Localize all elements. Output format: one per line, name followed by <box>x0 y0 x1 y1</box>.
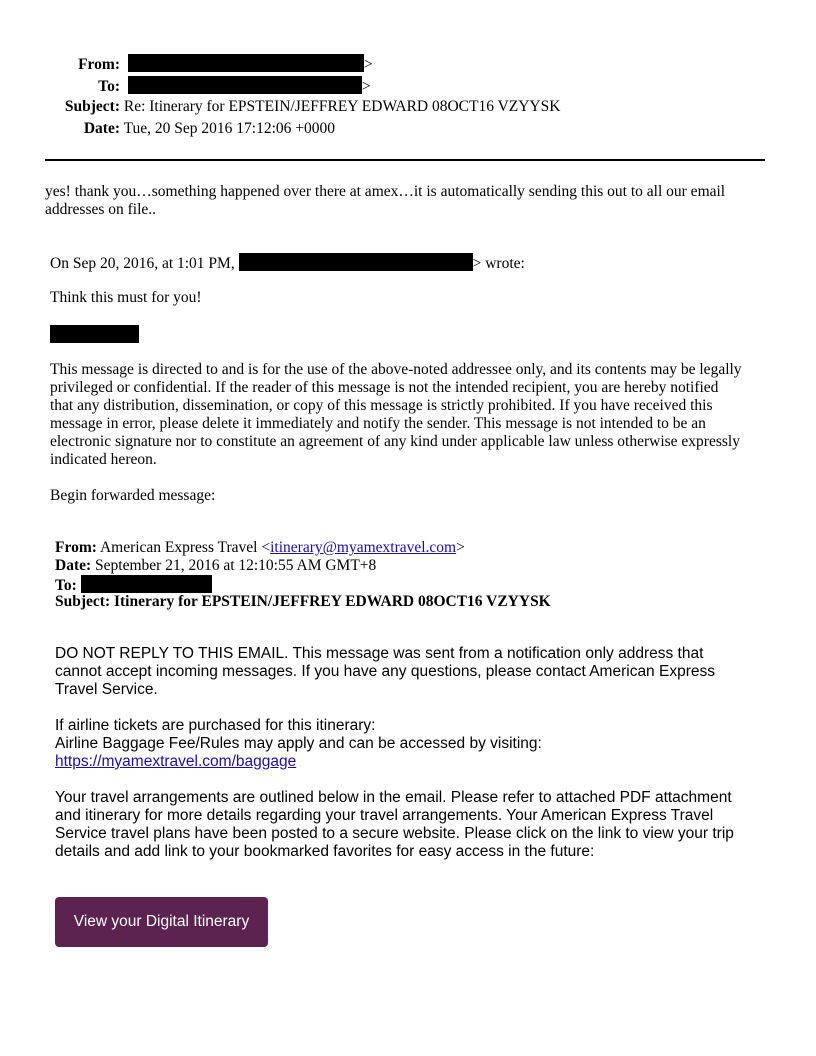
quote-suffix: > wrote: <box>472 255 525 272</box>
arrangements-line: details and add link to your bookmarked favorites for easy access in the future: <box>55 843 595 860</box>
header-from-suffix: > <box>363 56 373 73</box>
fwd-from-email-link[interactable]: itinerary@myamextravel.com <box>270 539 457 556</box>
noreply-line: Travel Service. <box>55 681 158 698</box>
quote-attribution <box>50 253 525 273</box>
header-from-label: From: <box>78 56 120 73</box>
arrangements-line: and itinerary for more details regarding your travel arrangements. Your American Express Travel <box>55 807 714 824</box>
fwd-date-value: September 21, 2016 at 12:10:55 AM GMT+8 <box>95 557 377 574</box>
fwd-from-close: > <box>456 539 465 556</box>
noreply-line: DO NOT REPLY TO THIS EMAIL. This message was sent from a notification only address that <box>55 645 704 662</box>
header-divider <box>45 159 765 161</box>
reply-body <box>45 183 775 219</box>
quote-note: Think this must for you! <box>50 289 202 306</box>
fwd-to-label: To: <box>55 577 77 594</box>
fwd-from-name: American Express Travel < <box>99 539 271 556</box>
redacted-block <box>128 54 364 72</box>
fwd-from-row <box>55 539 465 557</box>
header-date-value: Tue, 20 Sep 2016 17:12:06 +0000 <box>123 120 336 137</box>
baggage-link[interactable]: https://myamextravel.com/baggage <box>55 753 297 770</box>
disclaimer-line: This message is directed to and is for the use of the above-noted addressee only, and its contents may be legally <box>50 361 742 378</box>
header-to-row <box>0 76 371 96</box>
forwarded-marker: Begin forwarded message: <box>50 487 216 504</box>
disclaimer-line: that any distribution, dissemination, or copy of this message is strictly prohibited. If you have received this <box>50 397 713 414</box>
fwd-subject-row <box>55 593 551 611</box>
reply-line: addresses on file.. <box>45 201 157 218</box>
noreply-notice <box>55 645 785 699</box>
header-date-row <box>0 120 335 138</box>
arrangements-line: Service travel plans have been posted to a secure website. Please click on the link to view your trip <box>55 825 734 842</box>
airline-line: Airline Baggage Fee/Rules may apply and can be accessed by visiting: <box>55 735 542 752</box>
reply-line: yes! thank you…something happened over there at amex…it is automatically sending this out to all our email <box>45 183 726 200</box>
arrangements-line: Your travel arrangements are outlined below in the email. Please refer to attached PDF attachment <box>55 789 732 806</box>
header-subject-value: Re: Itinerary for EPSTEIN/JEFFREY EDWARD 08OCT16 VZYYSK <box>123 98 561 115</box>
view-digital-itinerary-button[interactable]: View your Digital Itinerary <box>55 897 268 947</box>
quote-prefix: On Sep 20, 2016, at 1:01 PM, <box>50 255 235 272</box>
fwd-date-row <box>55 557 376 575</box>
noreply-line: cannot accept incoming messages. If you have any questions, please contact American Express <box>55 663 715 680</box>
redacted-block <box>239 253 473 271</box>
fwd-date-label: Date: <box>55 557 92 574</box>
header-subject-label: Subject: <box>64 98 120 115</box>
disclaimer-line: indicated hereon. <box>50 451 157 468</box>
disclaimer-line: privileged or confidential. If the reader of this message is not the intended recipient, you are hereby notified <box>50 379 719 396</box>
fwd-to-row <box>55 575 212 595</box>
arrangements-text <box>55 789 785 861</box>
redacted-signature <box>50 325 139 343</box>
header-to-suffix: > <box>361 78 371 95</box>
header-from-row <box>0 54 373 74</box>
airline-notice <box>55 717 785 771</box>
fwd-from-label: From: <box>55 539 97 556</box>
disclaimer-line: message in error, please delete it immediately and notify the sender. This message is not intended to be an <box>50 415 706 432</box>
header-date-label: Date: <box>83 120 120 137</box>
redacted-block <box>81 575 212 593</box>
disclaimer-line: electronic signature nor to constitute an agreement of any kind under applicable law unless otherwise expressly <box>50 433 740 450</box>
fwd-subject-label: Subject: <box>55 593 111 610</box>
disclaimer <box>50 361 780 469</box>
redacted-block <box>128 76 362 94</box>
airline-line: If airline tickets are purchased for this itinerary: <box>55 717 376 734</box>
header-to-label: To: <box>98 78 120 95</box>
header-subject-row <box>0 98 560 116</box>
fwd-subject-value: Itinerary for EPSTEIN/JEFFREY EDWARD 08OCT16 VZYYSK <box>113 593 551 610</box>
